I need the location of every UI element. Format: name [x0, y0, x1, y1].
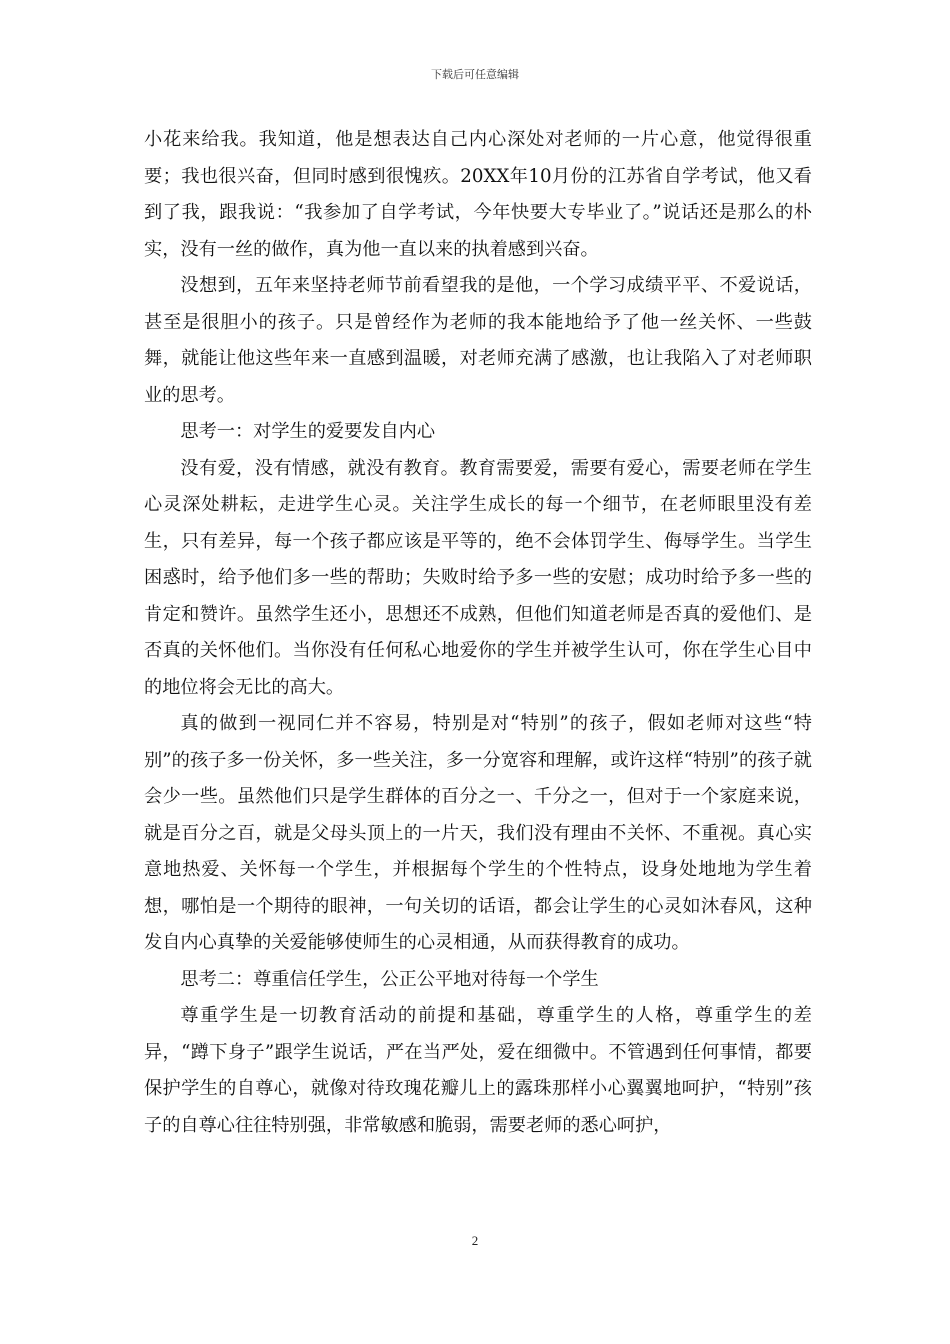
paragraph: 真的做到一视同仁并不容易，特别是对“特别”的孩子，假如老师对这些“特别”的孩子多一份关怀，多一些关注，多一分宽容和理解，或许这样“特别”的孩子就会少一些。虽然他们只是学生群体的百分之一、千分之一，但对于一个家庭来说，就是百分之百，就是父母头顶上的一片天，我们没有理由不关怀、不重视。真心实意地热爱、关怀每一个学生，并根据每个学生的个性特点，设身处地地为学生着想，哪怕是一个期待的眼神，一句关切的话语，都会让学生的心灵如沐春风，这种发自内心真挚的关爱能够使师生的心灵相通，从而获得教育的成功。	[144, 713, 812, 953]
section-heading-1: 思考一：对学生的爱要发自内心	[180, 421, 436, 442]
paragraph: 没有爱，没有情感，就没有教育。教育需要爱，需要有爱心，需要老师在学生心灵深处耕耘，走进学生心灵。关注学生成长的每一个细节，在老师眼里没有差生，只有差异，每一个孩子都应该是平等的，绝不会体罚学生、侮辱学生。当学生困惑时，给予他们多一些的帮助；失败时给予多一些的安慰；成功时给予多一些的肯定和赞许。虽然学生还小，思想还不成熟，但他们知道老师是否真的爱他们、是否真的关怀他们。当你没有任何私心地爱你的学生并被学生认可，你在学生心目中的地位将会无比的高大。	[144, 457, 812, 698]
page-header: 下载后可任意编辑	[431, 68, 519, 81]
page-number: 2	[471, 1233, 479, 1248]
document-body	[144, 122, 812, 1144]
paragraph: 没想到，五年来坚持老师节前看望我的是他，一个学习成绩平平、不爱说话，甚至是很胆小的孩子。只是曾经作为老师的我本能地给予了他一丝关怀、一些鼓舞，就能让他这些年来一直感到温暖，对老师充满了感激，也让我陷入了对老师职业的思考。	[144, 275, 812, 406]
paragraph-continued: 小花来给我。我知道，他是想表达自己内心深处对老师的一片心意，他觉得很重要；我也很兴奋，但同时感到很愧疚。20XX年10月份的江苏省自学考试，他又看到了我，跟我说：“我参加了自学考试，今年快要大专毕业了。”说话还是那么的朴实，没有一丝的做作，真为他一直以来的执着感到兴奋。	[144, 129, 812, 260]
paragraph: 尊重学生是一切教育活动的前提和基础，尊重学生的人格，尊重学生的差异，“蹲下身子”跟学生说话，严在当严处，爱在细微中。不管遇到任何事情，都要保护学生的自尊心，就像对待玫瑰花瓣儿上的露珠那样小心翼翼地呵护，“特别”孩子的自尊心往往特别强，非常敏感和脆弱，需要老师的悉心呵护，	[144, 1005, 812, 1136]
section-heading-2: 思考二：尊重信任学生，公正公平地对待每一个学生	[180, 968, 599, 990]
